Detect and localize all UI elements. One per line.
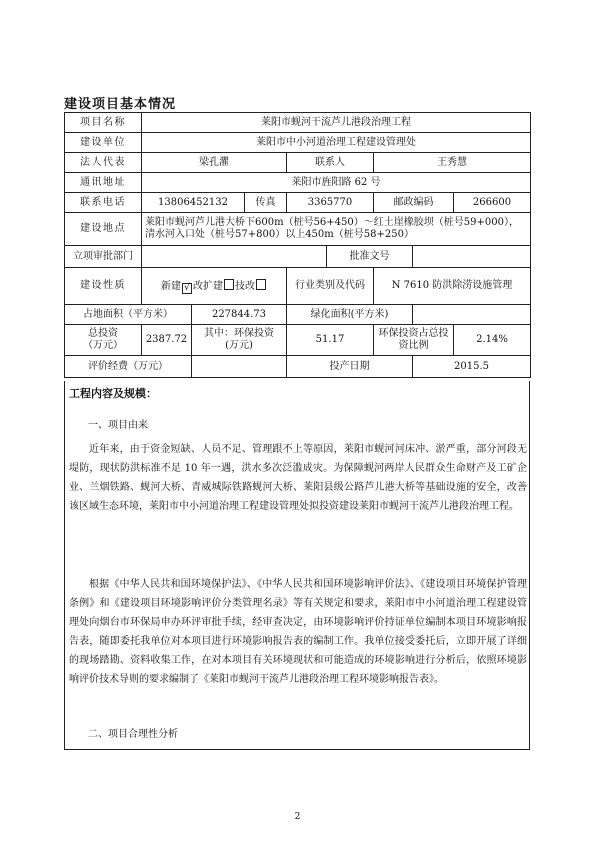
area-value: 227844.73	[192, 305, 287, 325]
green-value	[413, 305, 531, 325]
table-row	[65, 325, 531, 356]
postcode-value: 266600	[454, 193, 531, 213]
table-row	[65, 213, 531, 246]
contact-label: 联系人	[287, 153, 374, 173]
page-number: 2	[294, 812, 301, 822]
approval-no-label: 批准文号	[327, 246, 413, 268]
project-content-box	[64, 381, 530, 750]
nature-reform-label: 技改	[235, 280, 255, 292]
nature-new-checkbox[interactable]: √	[182, 283, 192, 294]
table-row	[65, 305, 531, 325]
project-name-value: 莱阳市蚬河干流芦儿港段治理工程	[142, 113, 531, 133]
location-line-2: 清水河入口处（桩号57+800）以上450m（桩号58+250）	[145, 229, 414, 240]
env-invest-label-line-2: (万元)	[225, 340, 253, 351]
env-ratio-value: 2.14%	[454, 325, 531, 356]
unit-label: 建设单位	[65, 133, 142, 153]
approval-dept-value	[142, 246, 327, 268]
fax-value: 3365770	[287, 193, 374, 213]
content-heading: 工程内容及规模：	[69, 387, 157, 400]
eval-fee-label: 评价经费（万元）	[65, 356, 192, 378]
section-heading-rationality: 二、项目合理性分析	[88, 729, 178, 740]
industry-label: 行业类别及代码	[287, 268, 374, 305]
env-ratio-label-line-2: 资比例	[398, 340, 429, 351]
invest-label-line-1: 总投资	[88, 328, 118, 339]
table-row	[65, 356, 531, 378]
industry-value: N 7610 防洪除涝设施管理	[374, 268, 531, 305]
address-value: 莱阳市旌阳路 62 号	[142, 173, 531, 193]
nature-new-label: 新建	[161, 280, 181, 292]
nature-expand-label: 改扩建	[193, 280, 223, 292]
paragraph-basis: 根据《中华人民共和国环境保护法》、《中华人民共和国环境影响评价法》、《建设项目环境保护管理条例》和《建设项目环境影响评价分类管理名录》等有关规定和要求，莱阳市中小河道治理工程建设管理处向烟台市环保局申办环评审批手续，经审查决定，由环境影响评价持证单位编制本项目环境影响报告表，随即委托我单位对本项目进行环境影响报告表的编制工作。我单位接受委托后，立即开展了详细的现场踏勘、资料收集工作，在对本项目有关环境现状和可能造成的环境影响进行分析后，依照环境影响评价技术导则的要求编制了《莱阳市蚬河干流芦儿港段治理工程环境影响报告表》。	[69, 579, 527, 686]
address-label: 通讯地址	[65, 173, 142, 193]
nature-expand-checkbox[interactable]	[224, 279, 234, 290]
basic-info-table	[64, 112, 531, 378]
location-line-1: 莱阳市蚬河芦儿港大桥下600m（桩号56+450）～红土崖橡胶坝（桩号59+000），	[145, 217, 519, 228]
unit-value: 莱阳市中小河道治理工程建设管理处	[142, 133, 531, 153]
invest-value: 2387.72	[142, 325, 192, 356]
table-row	[65, 268, 531, 305]
prod-date-value: 2015.5	[413, 356, 531, 378]
area-label: 占地面积（平方米）	[65, 305, 192, 325]
postcode-label: 邮政编码	[374, 193, 454, 213]
table-row	[65, 193, 531, 213]
invest-label-line-2: （万元）	[83, 340, 123, 351]
approval-dept-label: 立项审批部门	[65, 246, 142, 268]
phone-label: 联系电话	[65, 193, 142, 213]
project-name-label: 项目名称	[65, 113, 142, 133]
nature-label: 建设性质	[65, 268, 142, 305]
nature-reform-checkbox[interactable]	[256, 279, 266, 290]
legal-rep-value: 梁孔灈	[142, 153, 287, 173]
location-label: 建设地点	[65, 213, 142, 246]
prod-date-label: 投产日期	[287, 356, 413, 378]
eval-fee-value	[192, 356, 287, 378]
invest-label	[65, 325, 142, 356]
table-row	[65, 133, 531, 153]
fax-label: 传真	[245, 193, 287, 213]
table-row	[65, 153, 531, 173]
paragraph-origin: 近年来，由于资金短缺、人员不足、管理跟不上等原因，莱阳市蚬河河床冲、淤严重，部分河段无堤防，现状防洪标准不足 10 年一遇，洪水多次泛滥成灾。为保障蚬河两岸人民群众生命财产及工矿企业、兰烟铁路、蚬河大桥、青威城际铁路蚬河大桥、莱阳县级公路芦儿港大桥等基础设施的安全，改善该区域生态环境，莱阳市中小河道治理工程建设管理处拟投资建设莱阳市蚬河干流芦儿港段治理工程。	[69, 444, 527, 513]
env-ratio-label	[374, 325, 454, 356]
table-row	[65, 113, 531, 133]
table-row	[65, 246, 531, 268]
env-ratio-label-line-1: 环保投资占总投	[378, 328, 449, 339]
env-invest-value: 51.17	[287, 325, 374, 356]
green-label: 绿化面积(平方米)	[287, 305, 413, 325]
location-value	[142, 213, 531, 246]
env-invest-label	[192, 325, 287, 356]
table-row	[65, 173, 531, 193]
contact-value: 王秀慧	[374, 153, 531, 173]
section-heading-origin: 一、项目由来	[88, 420, 148, 431]
approval-no-value	[413, 246, 531, 268]
phone-value: 13806452132	[142, 193, 245, 213]
legal-rep-label: 法人代表	[65, 153, 142, 173]
page-title: 建设项目基本情况	[64, 97, 177, 112]
nature-options	[142, 268, 287, 305]
env-invest-label-line-1: 其中：环保投资	[204, 328, 274, 339]
